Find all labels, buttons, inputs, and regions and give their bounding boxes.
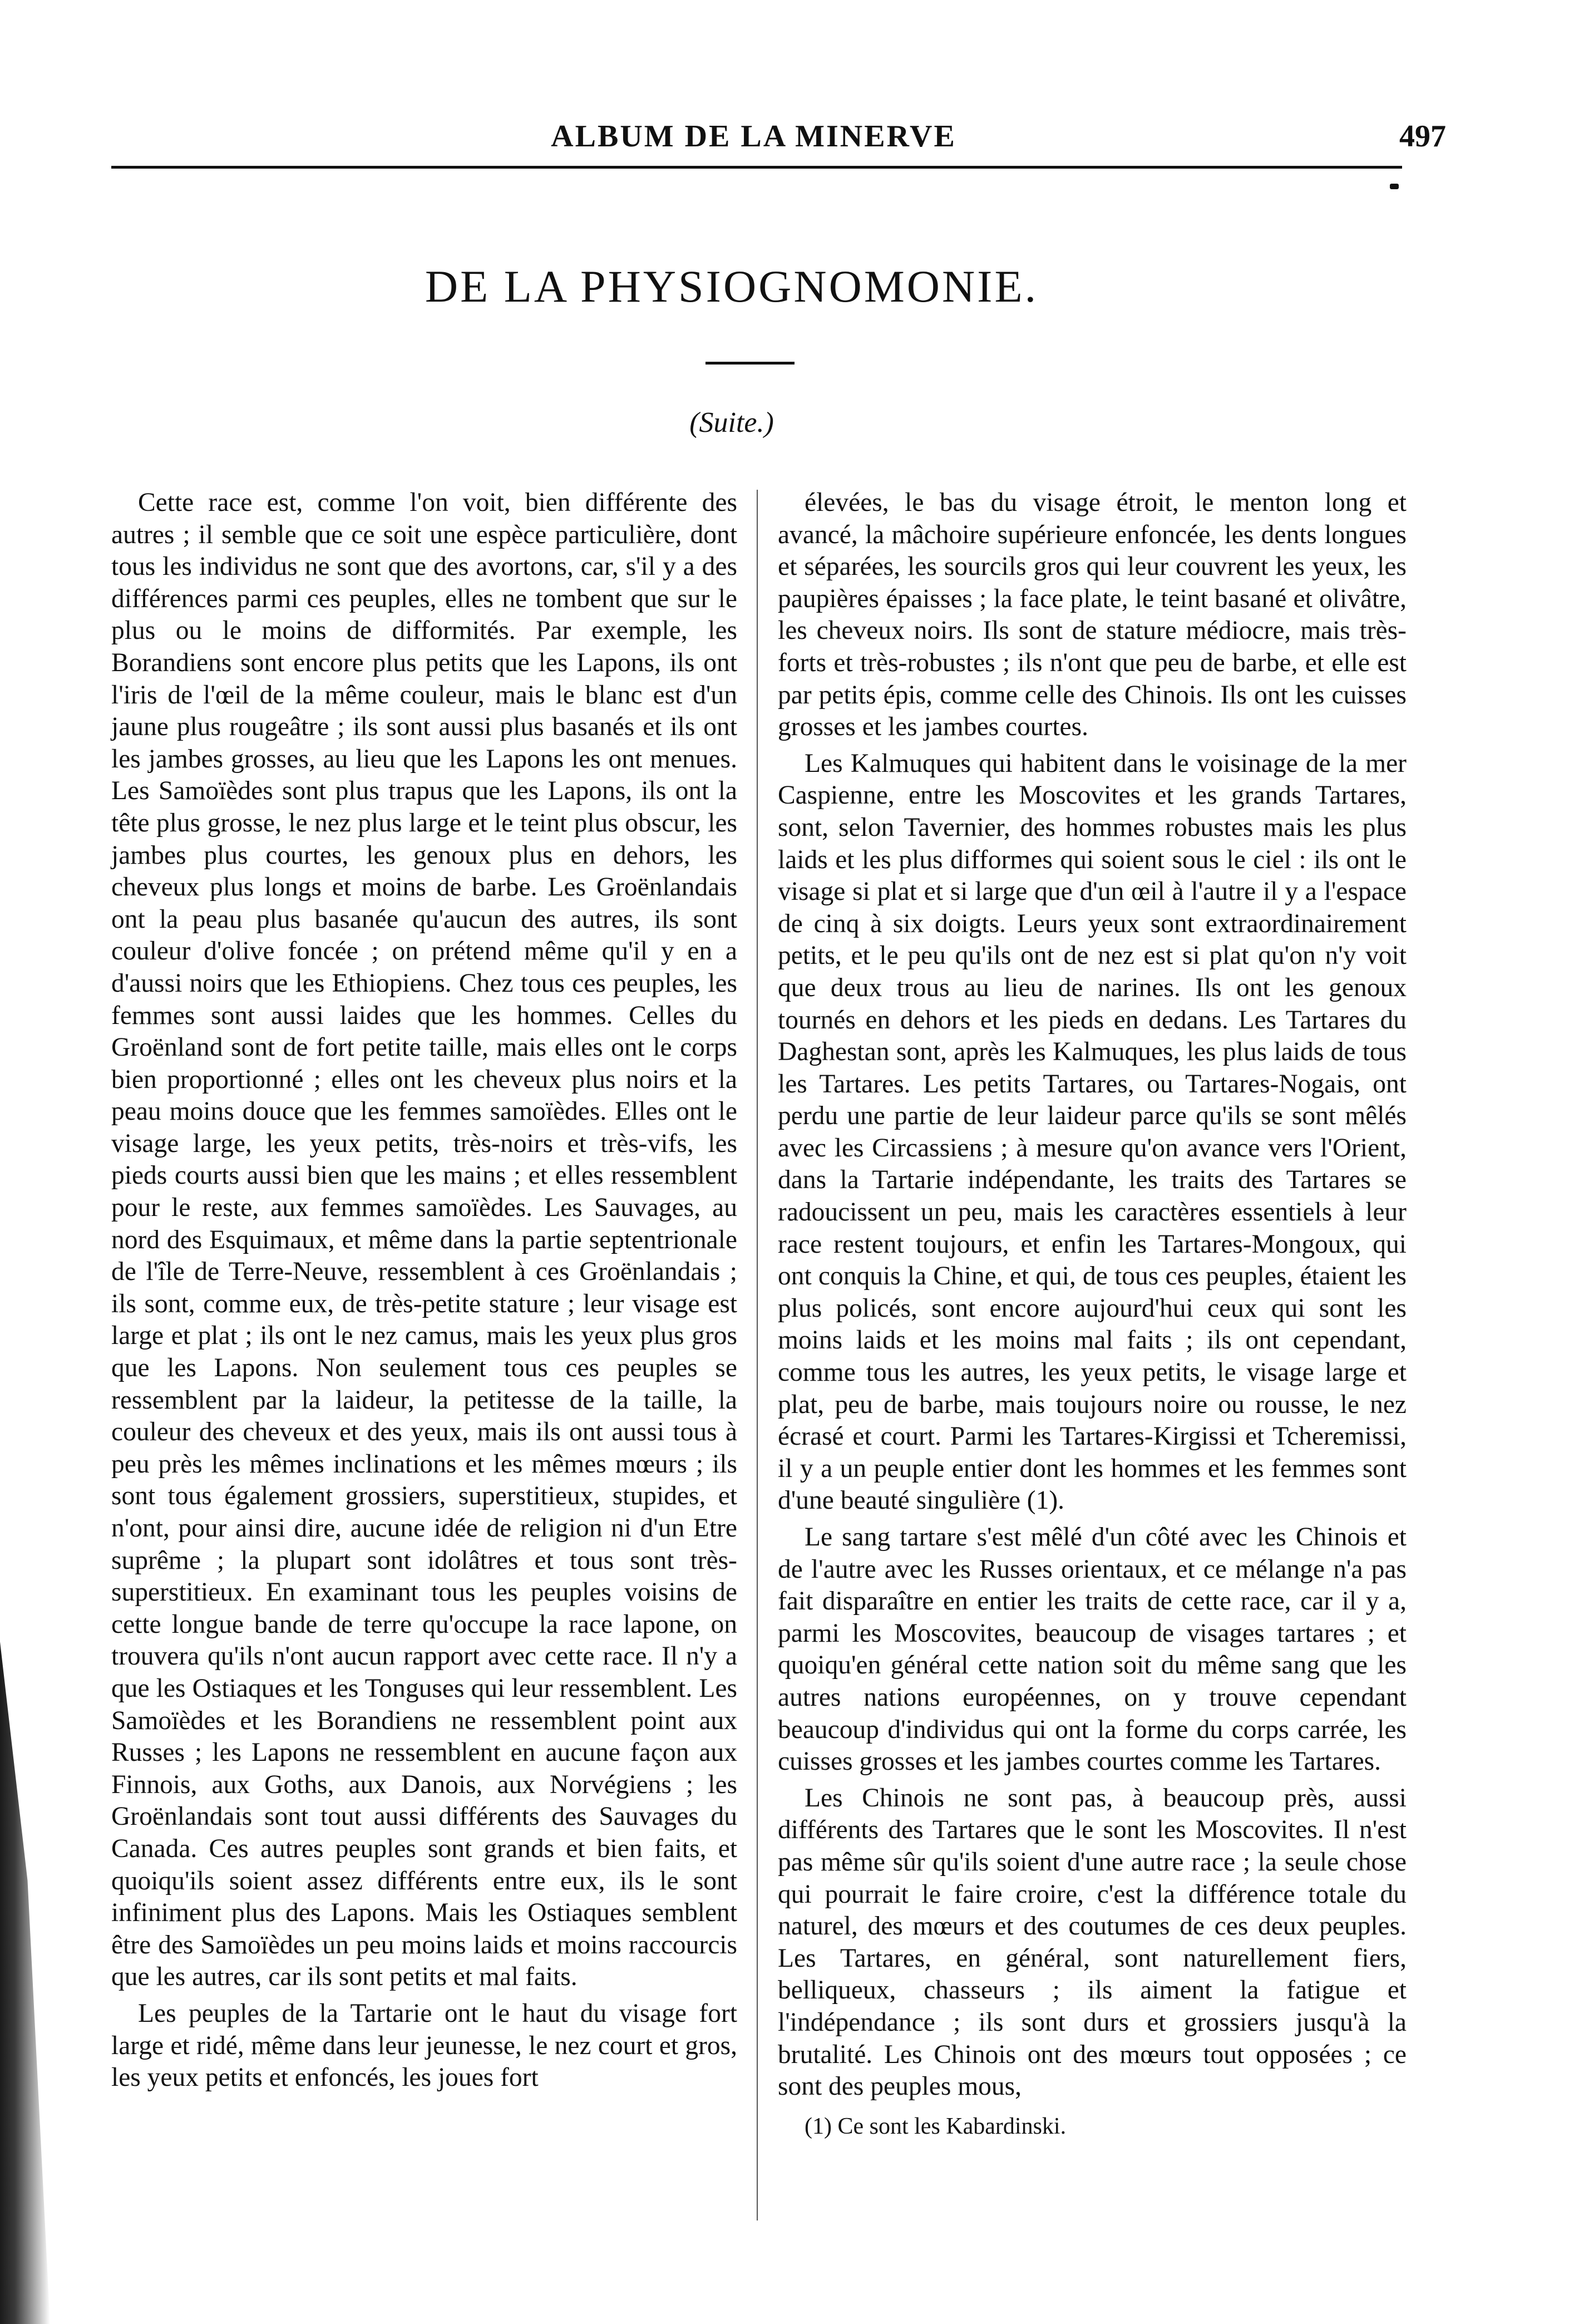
- paragraph: Les peuples de la Tartarie ont le haut du visage fort large et ridé, même dans leur jeunesse, le nez court et gros, les yeux petits et enfoncés, les joues fort: [111, 1998, 737, 2092]
- article-subtitle: (Suite.): [689, 407, 774, 439]
- header-rule: [111, 166, 1402, 169]
- paragraph: élevées, le bas du visage étroit, le menton long et avancé, la mâchoire supérieure enfoncée, les dents longues et séparées, les sourcils gros qui leur couvrent les yeux, les paupières épaisses ; la face plate, le teint basané et olivâtre, les cheveux noirs. Ils sont de stature médiocre, mais très-forts et très-robustes ; ils n'ont que peu de barbe, et elle est par petits épis, comme celle des Chinois. Ils ont les cuisses grosses et les jambes courtes.: [778, 488, 1407, 742]
- binding-shadow: [0, 1642, 50, 2324]
- title-rule: [705, 362, 795, 365]
- running-head: [111, 114, 1446, 164]
- paragraph: Les Kalmuques qui habitent dans le voisinage de la mer Caspienne, entre les Moscovites et les grands Tartares, sont, selon Tavernier, des hommes robustes mais les plus laids et les plus difformes qui soient sous le ciel : ils ont le visage si plat et si large que d'un œil à l'autre il y a l'espace de cinq à six doigts. Leurs yeux sont extraordinairement petits, et le peu qu'ils ont de nez est si plat qu'on n'y voit que deux trous au lieu de narines. Ils ont les genoux tournés en dehors et les pieds en dedans. Les Tartares du Daghestan sont, après les Kalmuques, les plus laids de tous les Tartares. Les petits Tartares, ou Tartares-Nogais, ont perdu une partie de leur laideur parce qu'ils se sont mêlés avec les Circassiens ; à mesure qu'on avance vers l'Orient, dans la Tartarie indépendante, les traits des Tartares se radoucissent un peu, mais les caractères essentiels à leur race restent toujours, et enfin les Tartares-Mongoux, qui ont conquis la Chine, et qui, de tous ces peuples, étaient les plus policés, sont encore aujourd'hui ceux qui sont les moins laids et les moins mal faits ; ils ont cependant, comme tous les autres, les yeux petits, le visage large et plat, peu de barbe, mais toujours noire ou rousse, le nez écrasé et court. Parmi les Tartares-Kirgissi et Tcheremissi, il y a un peuple entier dont les hommes et les femmes sont d'une beauté singulière (1).: [778, 749, 1407, 1515]
- left-column: [111, 487, 737, 2099]
- right-column: [778, 487, 1407, 2142]
- paragraph: Le sang tartare s'est mêlé d'un côté avec les Chinois et de l'autre avec les Russes orientaux, et ce mélange n'a pas fait disparaître en entier les traits de cette race, car il y a, parmi les Moscovites, beaucoup de visages tartares ; et quoiqu'en général cette nation soit du même sang que les autres nations européennes, on y trouve cependant beaucoup d'individus qui ont la forme du corps carrée, les cuisses grosses et les jambes courtes comme les Tartares.: [778, 1523, 1407, 1776]
- page-number: 497: [1399, 119, 1446, 154]
- running-title: ALBUM DE LA MINERVE: [551, 119, 956, 154]
- column-divider: [757, 490, 758, 2220]
- footnote: (1) Ce sont les Kabardinski.: [805, 2113, 1067, 2139]
- ink-mark: [1390, 184, 1399, 189]
- paragraph: Cette race est, comme l'on voit, bien différente des autres ; il semble que ce soit une espèce particulière, dont tous les individus ne sont que des avortons, car, s'il y a des différences parmi ces peuples, elles ne tombent que sur le plus ou le moins de difformités. Par exemple, les Borandiens sont encore plus petits que les Lapons, ils ont l'iris de l'œil de la même couleur, mais le blanc est d'un jaune plus rougeâtre ; ils sont aussi plus basanés et ils ont les jambes grosses, au lieu que les Lapons les ont menues. Les Samoïèdes sont plus trapus que les Lapons, ils ont la tête plus grosse, le nez plus large et le teint plus obscur, les jambes plus courtes, les genoux plus en dehors, les cheveux plus longs et moins de barbe. Les Groënlandais ont la peau plus basanée qu'aucun des autres, ils sont couleur d'olive foncée ; on prétend même qu'il y en a d'aussi noirs que les Ethiopiens. Chez tous ces peuples, les femmes sont aussi laides que les hommes. Celles du Groënland sont de fort petite taille, mais elles ont le corps bien proportionné ; elles ont les cheveux plus noirs et la peau moins douce que les femmes samoïèdes. Elles ont le visage large, les yeux petits, très-noirs et très-vifs, les pieds courts aussi bien que les mains ; et elles ressemblent pour le reste, aux femmes samoïèdes. Les Sauvages, au nord des Esquimaux, et même dans la partie septentrionale de l'île de Terre-Neuve, ressemblent à ces Groënlandais ; ils sont, comme eux, de très-petite stature ; leur visage est large et plat ; ils ont le nez camus, mais les yeux plus gros que les Lapons. Non seulement tous ces peuples se ressemblent par la laideur, la petitesse de la taille, la couleur des cheveux et des yeux, mais ils ont aussi tous à peu près les mêmes inclinations et les mêmes mœurs ; ils sont tous également grossiers, superstitieux, stupides, et n'ont, pour ainsi dire, aucune idée de religion ni d'un Etre suprême ; la plupart sont idolâtres et tous sont très-superstitieux. En examinant tous les peuples voisins de cette longue bande de terre qu'occupe la race lapone, on trouvera qu'ils n'ont aucun rapport avec cette race. Il n'y a que les Ostiaques et les Tonguses qui leur ressemblent. Les Samoïèdes et les Borandiens ne ressemblent point aux Russes ; les Lapons ne ressemblent en aucune façon aux Finnois, aux Goths, aux Danois, aux Norvégiens ; les Groënlandais sont tout aussi différents des Sauvages du Canada. Ces autres peuples sont grands et bien faits, et quoiqu'ils soient assez différents entre eux, ils le sont infiniment plus des Lapons. Mais les Ostiaques semblent être des Samoïèdes un peu moins laids et moins raccourcis que les autres, car ils sont petits et mal faits.: [111, 488, 737, 1992]
- article-title: DE LA PHYSIOGNOMONIE.: [425, 261, 1039, 312]
- paragraph: Les Chinois ne sont pas, à beaucoup près, aussi différents des Tartares que le sont les Moscovites. Il n'est pas même sûr qu'ils soient d'une autre race ; la seule chose qui pourrait le faire croire, c'est la différence totale du naturel, des mœurs et des coutumes de ces deux peuples. Les Tartares, en général, sont naturellement fiers, belliqueux, chasseurs ; ils aiment la fatigue et l'indépendance ; ils sont durs et grossiers jusqu'à la brutalité. Les Chinois ont des mœurs tout opposées ; ce sont des peuples mous,: [778, 1783, 1407, 2101]
